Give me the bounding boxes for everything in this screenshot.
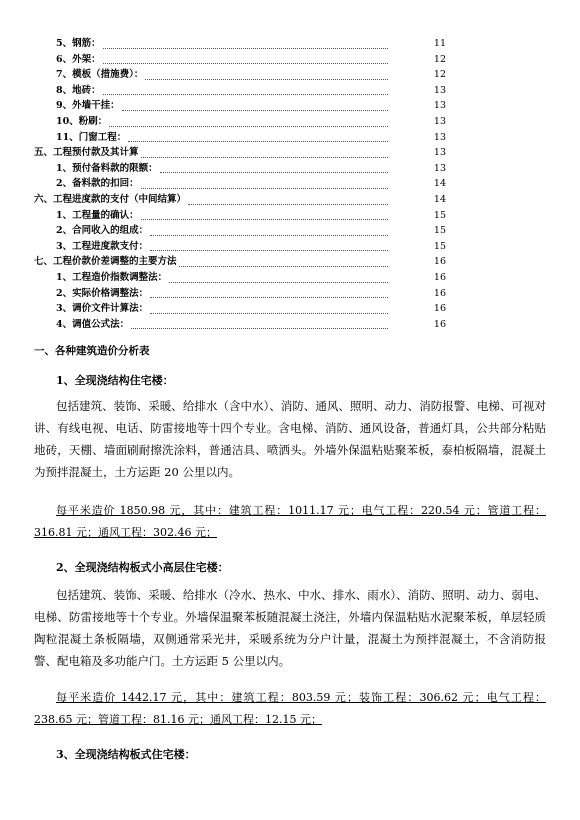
toc-entry[interactable] <box>0 317 580 333</box>
toc-entry-label: 11、门窗工程： <box>56 130 128 146</box>
toc-entry-label: 2、合同收入的组成： <box>56 223 150 239</box>
toc-leader-dots <box>188 188 388 205</box>
toc-leader-dots <box>141 141 388 158</box>
table-of-contents <box>0 36 580 332</box>
item-1-heading: 1、全现浇结构住宅楼： <box>56 374 174 387</box>
toc-leader-dots <box>179 250 388 267</box>
toc-entry-page: 14 <box>433 178 446 190</box>
toc-leader-dots <box>150 297 388 314</box>
toc-entry-page: 16 <box>433 318 446 330</box>
toc-entry-page: 15 <box>433 225 446 237</box>
item-1-body: 包括建筑、装饰、采暖、给排水（含中水）、消防、通风、照明、动力、消防报警、电梯、可视对讲、有线电视、电话、防雷接地等十四个专业。含电梯、消防、通风设备，普通灯具，公共部分粘贴地砖，天棚、墙面刷耐擦洗涂料，普通洁具、喷洒头。外墙外保温粘贴聚苯板，泰柏板隔墙，混凝土为预拌混凝土，土方运距 20 公里以内。 <box>34 399 546 479</box>
toc-entry-label: 4、调值公式法： <box>56 317 131 333</box>
toc-entry-label: 6、外架： <box>56 52 103 68</box>
toc-leader-dots <box>169 266 388 283</box>
toc-leader-dots <box>141 172 388 189</box>
toc-entry-label: 1、工程造价指数调整法： <box>56 270 169 286</box>
toc-entry-page: 13 <box>433 131 446 143</box>
toc-entry-page: 11 <box>433 38 446 49</box>
toc-entry-label: 五、工程预付款及其计算 <box>34 145 141 161</box>
toc-leader-dots <box>150 235 388 252</box>
toc-entry-page: 13 <box>433 100 446 112</box>
toc-entry-label: 1、工程量的确认： <box>56 208 141 224</box>
toc-entry-label: 七、工程价款价差调整的主要方法 <box>34 254 179 270</box>
toc-leader-dots <box>103 79 388 96</box>
toc-entry-label: 3、调价文件计算法： <box>56 301 150 317</box>
item-2-price: 每平米造价 1442.17 元，其中：建筑工程：803.59 元；装饰工程：306.62 元；电气工程：238.65 元；管道工程：81.16 元；通风工程：12.15 元； <box>34 691 546 726</box>
section-title: 一、各种建筑造价分析表 <box>34 345 150 357</box>
toc-leader-dots <box>160 157 388 174</box>
toc-entry-page: 13 <box>433 115 446 127</box>
toc-entry-label: 10、粉刷： <box>56 114 109 130</box>
toc-leader-dots <box>141 204 388 221</box>
toc-entry-label: 六、工程进度款的支付（中间结算） <box>34 192 188 208</box>
toc-entry-page: 13 <box>433 147 446 159</box>
toc-leader-dots <box>103 48 388 65</box>
toc-entry-label: 5、钢筋： <box>56 36 103 52</box>
toc-entry-label: 2、实际价格调整法： <box>56 286 150 302</box>
toc-entry-label: 1、预付备料款的限额： <box>56 161 160 177</box>
toc-entry-label: 3、工程进度款支付： <box>56 239 150 255</box>
toc-entry-page: 13 <box>433 84 446 96</box>
item-1-price: 每平米造价 1850.98 元，其中：建筑工程：1011.17 元；电气工程：220.54 元；管道工程：316.81 元；通风工程：302.46 元； <box>34 504 546 539</box>
toc-leader-dots <box>128 126 388 143</box>
item-3-heading: 3、全现浇结构板式住宅楼： <box>56 748 196 761</box>
toc-entry-page: 13 <box>433 162 446 174</box>
toc-entry-page: 15 <box>433 240 446 252</box>
toc-entry-page: 14 <box>433 193 446 205</box>
toc-leader-dots <box>131 313 388 330</box>
toc-entry-page: 15 <box>433 209 446 221</box>
toc-leader-dots <box>145 63 388 80</box>
toc-leader-dots <box>103 32 388 49</box>
item-2-heading: 2、全现浇结构板式小高层住宅楼： <box>56 561 229 574</box>
toc-entry-page: 16 <box>433 271 446 283</box>
toc-entry-label: 7、模板（措施费）： <box>56 67 145 83</box>
toc-leader-dots <box>150 219 388 236</box>
toc-entry-page: 16 <box>433 303 446 315</box>
toc-entry-page: 16 <box>433 287 446 299</box>
toc-entry-page: 12 <box>433 53 446 65</box>
toc-leader-dots <box>150 282 388 299</box>
toc-leader-dots <box>109 110 388 127</box>
toc-entry-page: 12 <box>433 69 446 81</box>
toc-entry-label: 9、外墙干挂： <box>56 98 122 114</box>
toc-entry-label: 8、地砖： <box>56 83 103 99</box>
item-2-body: 包括建筑、装饰、采暖、给排水（冷水、热水、中水、排水、雨水）、消防、照明、动力、弱电、电梯、防雷接地等十个专业。外墙保温聚苯板随混凝土浇注，外墙内保温粘贴水泥聚苯板，单层轻质陶粒混凝土条板隔墙，双侧通常采光井，采暖系统为分户计量，混凝土为预拌混凝土，不含消防报警、配电箱及多功能户门。土方运距 5 公里以内。 <box>34 588 546 668</box>
toc-leader-dots <box>122 94 388 111</box>
toc-entry-page: 16 <box>433 256 446 268</box>
toc-entry-label: 2、备料款的扣回： <box>56 176 141 192</box>
